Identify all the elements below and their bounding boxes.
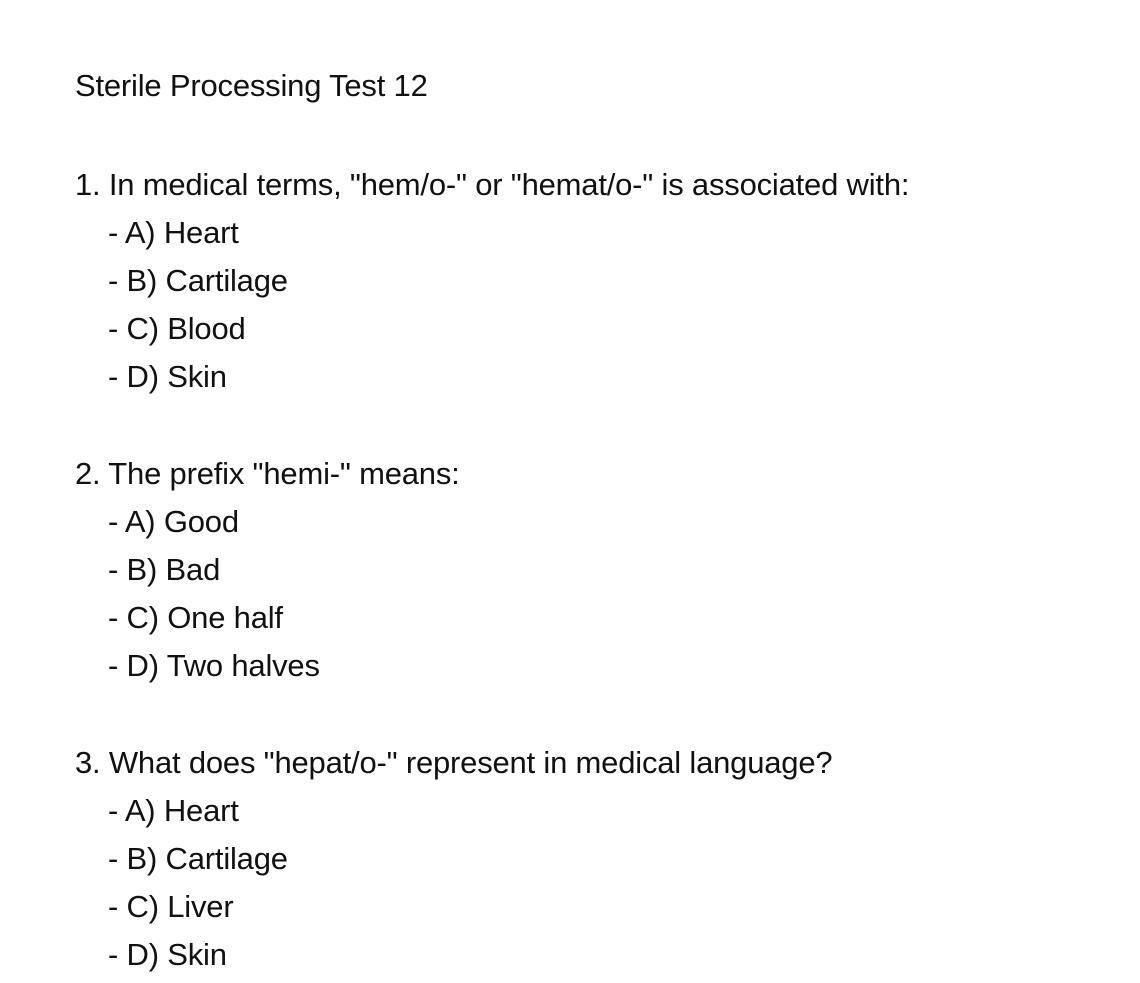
- question-text: 3. What does "hepat/o-" represent in medical language?: [75, 745, 833, 780]
- option-a: - A) Heart: [108, 215, 239, 250]
- question-text: 1. In medical terms, "hem/o-" or "hemat/o-" is associated with:: [75, 167, 910, 202]
- option-a: - A) Good: [108, 504, 239, 539]
- option-d: - D) Two halves: [108, 648, 320, 683]
- option-c: - C) One half: [108, 600, 283, 635]
- question-1: [75, 165, 1115, 405]
- option-b: - B) Cartilage: [108, 263, 288, 298]
- option-d: - D) Skin: [108, 937, 227, 972]
- answer-options: [75, 791, 1115, 983]
- option-b: - B) Cartilage: [108, 841, 288, 876]
- question-3: [75, 743, 1115, 983]
- page-title: Sterile Processing Test 12: [75, 68, 428, 103]
- question-2: [75, 454, 1115, 694]
- option-a: - A) Heart: [108, 793, 239, 828]
- option-b: - B) Bad: [108, 552, 221, 587]
- option-c: - C) Blood: [108, 311, 246, 346]
- option-d: - D) Skin: [108, 359, 227, 394]
- answer-options: [75, 213, 1115, 405]
- answer-options: [75, 502, 1115, 694]
- question-text: 2. The prefix "hemi-" means:: [75, 456, 460, 491]
- option-c: - C) Liver: [108, 889, 234, 924]
